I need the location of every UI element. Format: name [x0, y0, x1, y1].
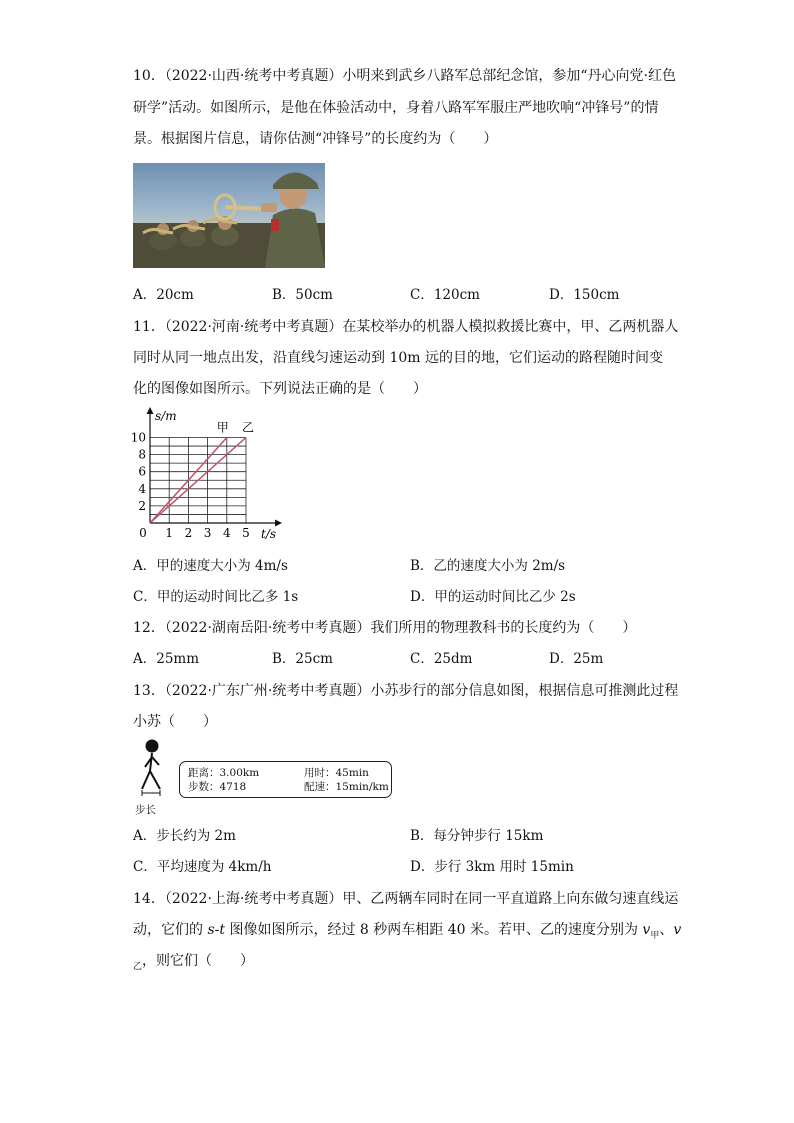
time-readout: 用时：45min: [304, 767, 369, 779]
q11-option-c[interactable]: C．甲的运动时间比乙多 1s: [133, 589, 299, 605]
y-axis-arrow: [147, 407, 154, 414]
q12-stem-line-1: 12．（2022·湖南岳阳·统考中考真题）我们所用的物理教科书的长度约为（ ）: [133, 620, 637, 636]
v-jia-subscript: 甲: [650, 930, 660, 941]
q12-option-d[interactable]: D．25m: [549, 651, 604, 667]
pedometer-info-box: [179, 761, 392, 798]
q10-stem-line-2: 研学”活动。如图所示，是他在体验活动中，身着八路军军服庄严地吹响“冲锋号”的情: [133, 100, 659, 116]
series-label-0: 甲: [216, 420, 229, 435]
q10-stem-line-3: 景。根据图片信息，请你估测“冲锋号”的长度约为（ ）: [133, 131, 498, 147]
q11-stem-line-2: 同时从同一地点出发，沿直线匀速运动到 10m 远的目的地，它们运动的路程随时间变: [133, 350, 663, 366]
q10-option-a[interactable]: A．20cm: [133, 287, 194, 303]
x-tick-label: 0: [139, 526, 147, 540]
y-axis-label: s/m: [155, 409, 177, 423]
x-tick-label: 2: [184, 526, 193, 540]
y-tick-label: 6: [138, 464, 146, 479]
q13-option-b[interactable]: B．每分钟步行 15km: [410, 828, 544, 844]
q12-option-c[interactable]: C．25dm: [410, 651, 473, 667]
q11-option-d[interactable]: D．甲的运动时间比乙少 2s: [410, 589, 576, 605]
s-t-symbol: s-t: [207, 922, 225, 938]
q11-option-a[interactable]: A．甲的速度大小为 4m/s: [133, 558, 288, 574]
step-length-label: 步长: [135, 804, 156, 816]
q13-option-c[interactable]: C．平均速度为 4km/h: [133, 859, 272, 875]
q11-stem-line-1: 11．（2022·河南·统考中考真题）在某校举办的机器人模拟救援比赛中，甲、乙两机器人: [133, 319, 679, 335]
x-tick-label: 4: [222, 526, 231, 540]
bugle-soldier-photo: [133, 163, 325, 268]
x-axis-arrow: [275, 520, 282, 527]
q10-option-d[interactable]: D．150cm: [549, 287, 620, 303]
y-tick-label: 8: [138, 447, 146, 462]
walker-head-icon: [146, 740, 159, 753]
s-t-chart: [125, 405, 285, 545]
series-label-1: 乙: [241, 420, 255, 435]
y-tick-label: 4: [138, 481, 146, 496]
q14-stem-line-3: [133, 952, 254, 976]
q10-option-c[interactable]: C．120cm: [410, 287, 480, 303]
q14-stem-line-2: [133, 921, 681, 945]
x-tick-label: 3: [203, 526, 212, 540]
y-tick-label: 2: [138, 498, 146, 513]
q12-option-b[interactable]: B．25cm: [272, 651, 333, 667]
q11-stem-line-3: 化的图像如图所示。下列说法正确的是（ ）: [133, 381, 427, 397]
x-tick-label: 5: [242, 526, 250, 540]
steps-readout: 步数：4718: [188, 781, 247, 793]
v-jia-symbol: v: [642, 922, 651, 938]
q10-stem-line-1: 10．（2022·山西·统考中考真题）小明来到武乡八路军总部纪念馆，参加“丹心向党·红色: [133, 68, 676, 84]
x-tick-label: 1: [165, 526, 174, 540]
q14-separator: 、: [659, 922, 674, 938]
q12-option-a[interactable]: A．25mm: [133, 651, 200, 667]
pace-readout: 配速：15min/km: [304, 781, 389, 793]
y-tick-label: 10: [130, 430, 146, 445]
q10-option-b[interactable]: B．50cm: [272, 287, 333, 303]
q13-option-d[interactable]: D．步行 3km 用时 15min: [410, 859, 574, 875]
q13-stem-line-2: 小苏（ ）: [133, 714, 217, 730]
q14-text-a: 动，它们的: [133, 922, 208, 938]
q13-option-a[interactable]: A．步长约为 2m: [133, 828, 236, 844]
q11-option-b[interactable]: B．乙的速度大小为 2m/s: [410, 558, 566, 574]
x-axis-label: t/s: [261, 527, 277, 541]
q14-text-c: ，则它们（ ）: [142, 953, 255, 969]
distance-readout: 距离：3.00km: [188, 767, 260, 779]
q13-stem-line-1: 13．（2022·广东广州·统考中考真题）小苏步行的部分信息如图，根据信息可推测此过程: [133, 683, 679, 699]
q14-text-b: 图像如图所示，经过 8 秒两车相距 40 米。若甲、乙的速度分别为: [225, 922, 643, 938]
q14-stem-line-1: 14．（2022·上海·统考中考真题）甲、乙两辆车同时在同一平直道路上向东做匀速直线运: [133, 891, 679, 907]
v-yi-subscript: 乙: [133, 961, 143, 972]
v-yi-symbol: v: [673, 922, 682, 938]
